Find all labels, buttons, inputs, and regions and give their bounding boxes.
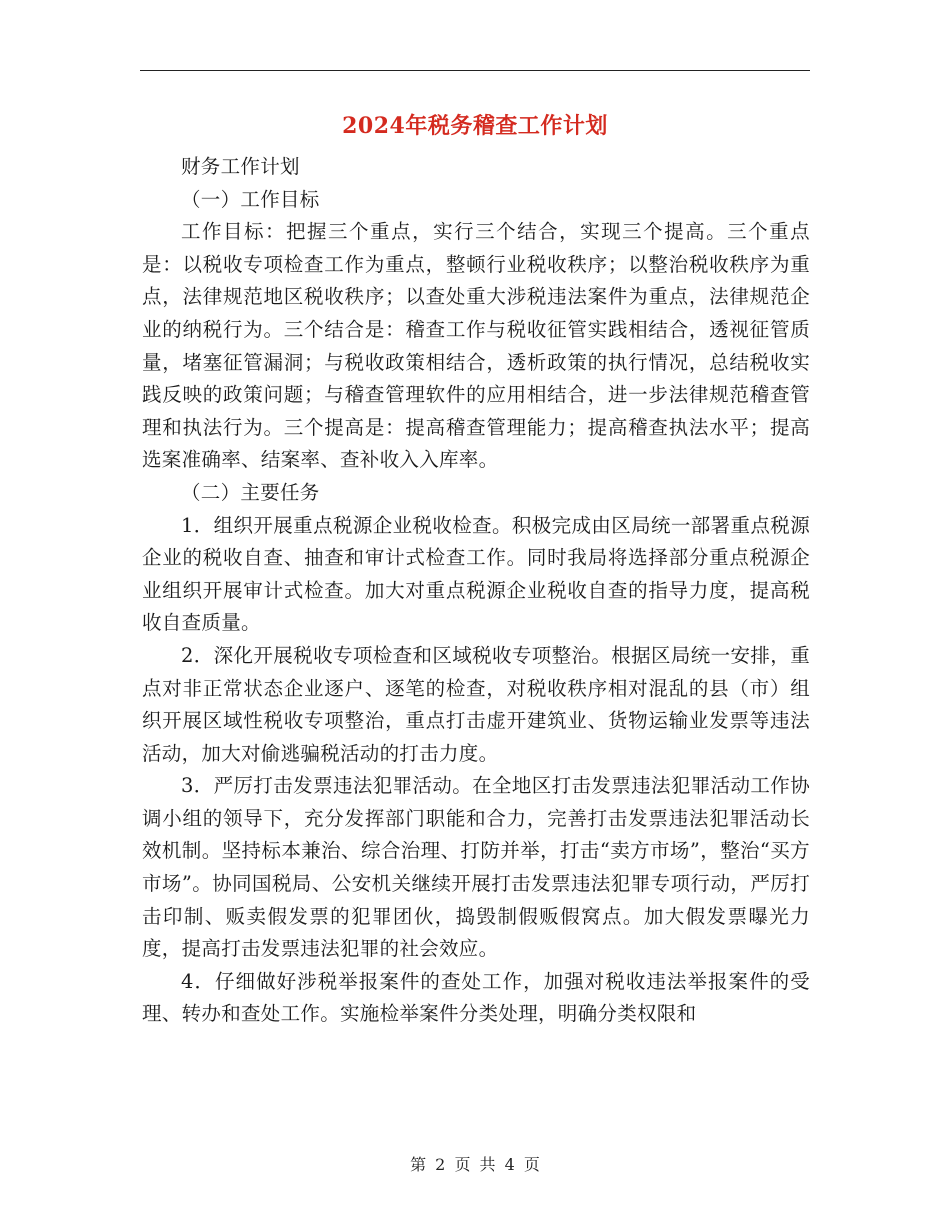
header-rule <box>140 70 810 71</box>
paragraph-task-2: 2．深化开展税收专项检查和区域税收专项整治。根据区局统一安排，重点对非正常状态企业逐户、逐笔的检查，对税收秩序相对混乱的县（市）组织开展区域性税收专项整治，重点打击虚开建筑业、货物运输业发票等违法活动，加大对偷逃骗税活动的打击力度。 <box>142 643 810 765</box>
paragraph-task-3: 3．严厉打击发票违法犯罪活动。在全地区打击发票违法犯罪活动工作协调小组的领导下，充分发挥部门职能和合力，完善打击发票违法犯罪活动长效机制。坚持标本兼治、综合治理、打防并举，打击“卖方市场”，整治“买方市场”。协同国税局、公安机关继续开展打击发票违法犯罪专项行动，严厉打击印制、贩卖假发票的犯罪团伙，捣毁制假贩假窝点。加大假发票曝光力度，提高打击发票违法犯罪的社会效应。 <box>142 774 810 961</box>
paragraph-task-1: 1．组织开展重点税源企业税收检查。积极完成由区局统一部署重点税源企业的税收自查、抽查和审计式检查工作。同时我局将选择部分重点税源企业组织开展审计式检查。加大对重点税源企业税收自查的指导力度，提高税收自查质量。 <box>142 513 810 635</box>
paragraph-task-4: 4．仔细做好涉税举报案件的查处工作，加强对税收违法举报案件的受理、转办和查处工作。实施检举案件分类处理，明确分类权限和 <box>142 969 810 1026</box>
section-heading-plan: 财务工作计划 <box>181 155 300 178</box>
document-body <box>142 151 810 1031</box>
page-number: 第 2 页 共 4 页 <box>410 1155 540 1174</box>
section-heading-goals: （一）工作目标 <box>181 187 320 211</box>
paragraph-goals: 工作目标：把握三个重点，实行三个结合，实现三个提高。三个重点是：以税收专项检查工作为重点，整顿行业税收秩序；以整治税收秩序为重点，法律规范地区税收秩序；以查处重大涉税违法案件为重点，法律规范企业的纳税行为。三个结合是：稽查工作与税收征管实践相结合，透视征管质量，堵塞征管漏洞；与税收政策相结合，透析政策的执行情况，总结税收实践反映的政策问题；与稽查管理软件的应用相结合，进一步法律规范稽查管理和执法行为。三个提高是：提高稽查管理能力；提高稽查执法水平；提高选案准确率、结案率、查补收入入库率。 <box>142 220 810 472</box>
section-heading-tasks: （二）主要任务 <box>181 480 320 504</box>
document-title: 2024年税务稽查工作计划 <box>342 113 608 139</box>
